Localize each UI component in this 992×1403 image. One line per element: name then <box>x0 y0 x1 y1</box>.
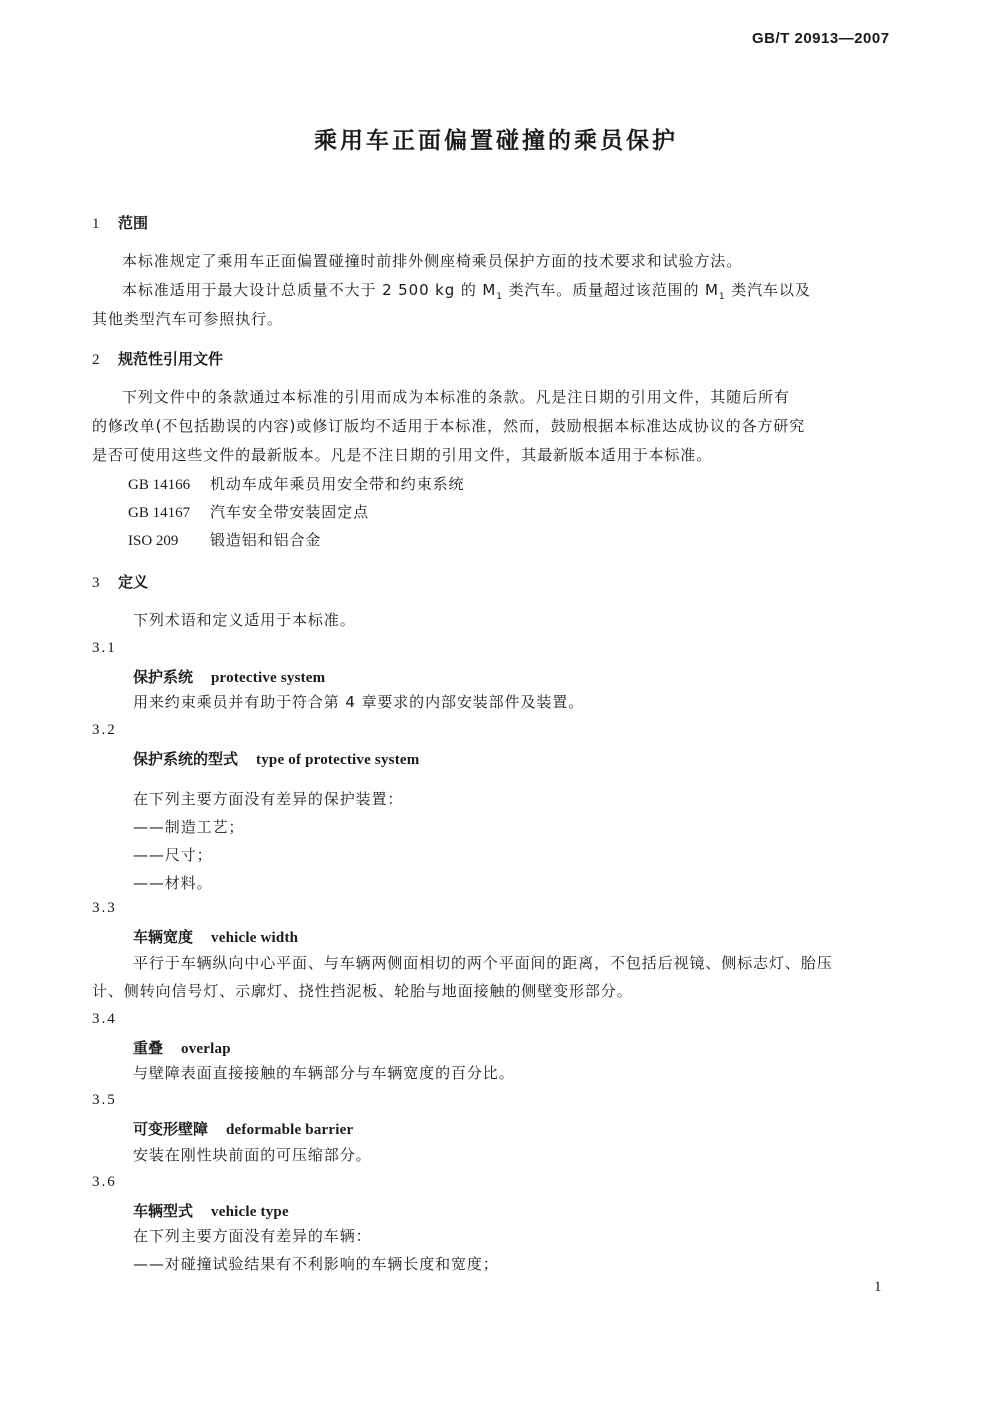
section-title: 规范性引用文件 <box>118 350 224 368</box>
term-cn: 保护系统的型式 <box>133 750 239 768</box>
subscript: 1 <box>718 292 726 302</box>
reference-item <box>128 529 321 550</box>
paragraph-continuation: 是否可使用这些文件的最新版本。凡是不注日期的引用文件，其最新版本适用于本标准。 <box>92 446 713 464</box>
term-en: overlap <box>181 1041 231 1057</box>
section-heading-2 <box>92 348 223 369</box>
definition-number: 3.1 <box>92 640 117 656</box>
section-heading-1 <box>92 212 148 233</box>
section-number: 1 <box>92 216 100 232</box>
text-run: 类汽车。质量超过该范围的 M <box>502 281 719 299</box>
definition-text: 与壁障表面直接接触的车辆部分与车辆宽度的百分比。 <box>133 1064 515 1082</box>
section-number: 3 <box>92 575 100 591</box>
term-cn: 车辆型式 <box>133 1202 194 1220</box>
definition-term <box>133 1037 231 1058</box>
reference-item <box>128 501 369 522</box>
definition-term <box>133 926 298 947</box>
reference-item <box>128 473 464 494</box>
paragraph-continuation: 的修改单(不包括勘误的内容)或修订版均不适用于本标准，然而，鼓励根据本标准达成协议的各方研究 <box>92 417 806 435</box>
standard-code: GB/T 20913—2007 <box>752 30 890 47</box>
definition-number: 3.3 <box>92 900 117 916</box>
section-title: 范围 <box>118 214 149 232</box>
definition-number: 3.4 <box>92 1011 117 1027</box>
term-cn: 重叠 <box>133 1039 164 1057</box>
paragraph: 下列文件中的条款通过本标准的引用而成为本标准的条款。凡是注日期的引用文件，其随后所有 <box>122 388 790 406</box>
reference-code: GB 14166 <box>128 477 191 493</box>
definition-text: 安装在刚性块前面的可压缩部分。 <box>133 1146 372 1164</box>
reference-title: 机动车成年乘员用安全带和约束系统 <box>210 475 465 493</box>
definition-text-continuation: 计、侧转向信号灯、示廓灯、挠性挡泥板、轮胎与地面接触的侧壁变形部分。 <box>92 982 633 1000</box>
definition-term <box>133 1118 353 1139</box>
term-en: type of protective system <box>256 752 420 768</box>
definition-text: 在下列主要方面没有差异的车辆： <box>133 1227 372 1245</box>
definition-term <box>133 666 325 687</box>
definition-text: 用来约束乘员并有助于符合第 4 章要求的内部安装部件及装置。 <box>133 693 585 711</box>
term-cn: 可变形壁障 <box>133 1120 209 1138</box>
reference-title: 锻造铝和铝合金 <box>210 531 322 549</box>
section-number: 2 <box>92 352 100 368</box>
definition-term <box>133 1200 289 1221</box>
term-cn: 保护系统 <box>133 668 194 686</box>
paragraph: 本标准规定了乘用车正面偏置碰撞时前排外侧座椅乘员保护方面的技术要求和试验方法。 <box>122 252 743 270</box>
reference-code: ISO 209 <box>128 533 179 549</box>
list-item: ——对碰撞试验结果有不利影响的车辆长度和宽度； <box>133 1255 499 1273</box>
reference-code: GB 14167 <box>128 505 191 521</box>
list-item: ——制造工艺； <box>133 818 245 836</box>
term-en: protective system <box>211 670 326 686</box>
paragraph-continuation: 其他类型汽车可参照执行。 <box>92 310 283 328</box>
list-item: ——材料。 <box>133 874 213 892</box>
text-run: 类汽车以及 <box>725 281 811 299</box>
term-en: vehicle width <box>211 930 299 946</box>
text-run: 本标准适用于最大设计总质量不大于 2 500 kg 的 M <box>122 281 497 299</box>
section-title: 定义 <box>118 573 149 591</box>
term-cn: 车辆宽度 <box>133 928 194 946</box>
definition-text: 在下列主要方面没有差异的保护装置： <box>133 790 404 808</box>
section-heading-3 <box>92 571 148 592</box>
page-number: 1 <box>874 1279 882 1295</box>
page-title: 乘用车正面偏置碰撞的乘员保护 <box>314 128 678 154</box>
paragraph <box>122 279 811 302</box>
subscript: 1 <box>496 292 503 302</box>
list-item: ——尺寸； <box>133 846 213 864</box>
reference-title: 汽车安全带安装固定点 <box>210 503 370 521</box>
paragraph: 下列术语和定义适用于本标准。 <box>133 611 356 629</box>
term-en: deformable barrier <box>226 1122 354 1138</box>
definition-term <box>133 748 419 769</box>
definition-number: 3.6 <box>92 1174 117 1190</box>
definition-text: 平行于车辆纵向中心平面、与车辆两侧面相切的两个平面间的距离，不包括后视镜、侧标志灯、胎压 <box>133 954 833 972</box>
definition-number: 3.2 <box>92 722 117 738</box>
definition-number: 3.5 <box>92 1092 117 1108</box>
term-en: vehicle type <box>211 1204 289 1220</box>
